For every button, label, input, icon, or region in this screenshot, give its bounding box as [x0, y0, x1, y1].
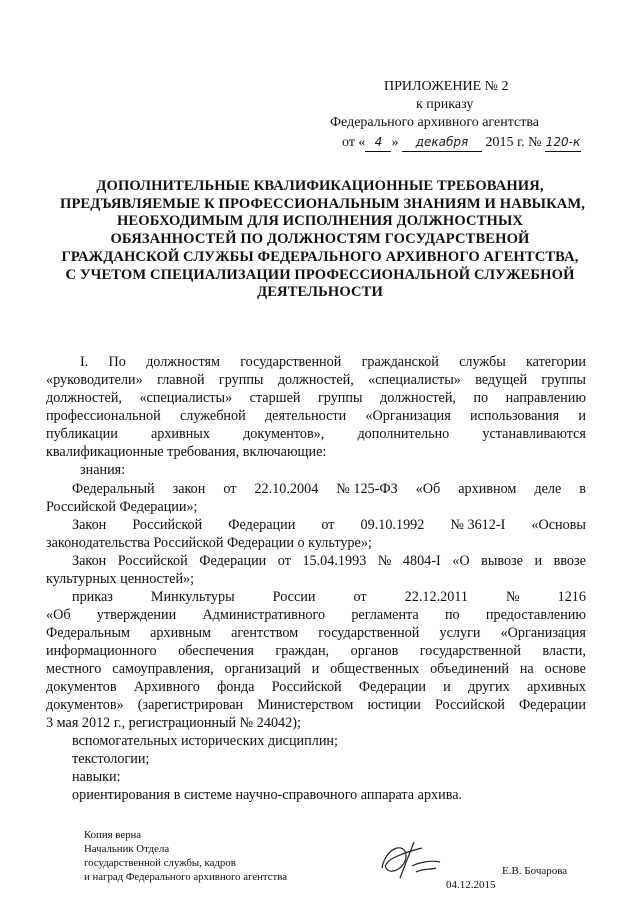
body-word: по	[444, 607, 460, 623]
body-word: юстиции	[367, 697, 421, 713]
body-word: обеспечения	[178, 643, 254, 659]
body-word: публикации	[46, 426, 118, 442]
body-word: Российской	[117, 553, 188, 569]
title-line: НЕОБХОДИМЫМ ДЛЯ ИСПОЛНЕНИЯ ДОЛЖНОСТНЫХ	[116, 213, 524, 230]
body-line: 3 мая 2012 г., регистрационный № 24042);	[46, 715, 301, 731]
body-line: квалификационные требования, включающие:	[46, 444, 327, 460]
body-word: профессиональной	[46, 408, 161, 424]
body-line: законодательства Российской Федерации о культуре»;	[46, 535, 372, 551]
body-word: 4804-I	[402, 553, 441, 569]
body-word: Архивного	[133, 679, 200, 695]
body-line: знания:	[80, 462, 126, 478]
body-word: «Об	[415, 481, 441, 497]
title-line: ПРЕДЪЯВЛЯЕМЫЕ К ПРОФЕССИОНАЛЬНЫМ ЗНАНИЯМ И НАВЫКАМ,	[60, 195, 586, 212]
body-line: вспомогательных исторических дисциплин;	[72, 733, 338, 749]
body-line	[46, 643, 586, 661]
body-word: «Об	[46, 607, 71, 623]
body-word: самоуправления,	[112, 661, 214, 677]
body-word: гражданской	[361, 354, 439, 370]
date-suffix: 2015 г. №	[485, 135, 542, 150]
body-word: государственной	[318, 625, 420, 641]
body-word: основе	[544, 661, 586, 677]
body-word: на	[519, 661, 534, 677]
body-word: Административного	[202, 607, 326, 623]
order-number-handwritten: 120-к	[545, 133, 581, 152]
body-word: власти,	[542, 643, 586, 659]
body-word: Федеральный	[72, 481, 155, 497]
body-word: 1216	[557, 589, 586, 605]
body-word: 22.10.2004	[254, 481, 319, 497]
document-title	[60, 178, 586, 302]
body-word: Закон	[72, 517, 107, 533]
body-word: Федерации	[199, 553, 267, 569]
body-word: служебной	[180, 408, 246, 424]
body-word: Минкультуры	[150, 589, 235, 605]
body-line	[46, 408, 586, 426]
body-word: Российской	[132, 517, 203, 533]
body-word: архивном	[458, 481, 517, 497]
body-line	[46, 390, 586, 408]
copy-certified: Копия верна	[84, 829, 142, 841]
body-line	[46, 625, 586, 643]
body-word: По	[108, 354, 126, 370]
certification-date: 04.12.2015	[446, 879, 496, 891]
annex-date-line	[342, 133, 581, 152]
body-word: устанавливаются	[482, 426, 586, 442]
body-line: Российской Федерации»;	[46, 499, 198, 515]
body-word: №	[377, 553, 392, 569]
body-word: группы	[541, 372, 586, 388]
handwritten-signature	[376, 838, 446, 884]
body-word: других	[468, 679, 510, 695]
body-word: «Организация	[500, 625, 586, 641]
body-word: местного	[46, 661, 102, 677]
body-word: и	[534, 553, 543, 569]
body-word: архивных	[150, 426, 210, 442]
body-word: от	[353, 589, 367, 605]
body-line	[46, 426, 586, 444]
body-word: информационного	[46, 643, 157, 659]
body-word: должностей,	[379, 390, 456, 406]
body-line	[46, 607, 586, 625]
body-word: агентством	[231, 625, 299, 641]
body-line: ориентирования в системе научно-справочного аппарата архива.	[72, 787, 463, 803]
body-word: старшей	[249, 390, 301, 406]
body-word: (зарегистрирован	[137, 697, 244, 713]
body-word: № 125-ФЗ	[336, 481, 398, 497]
date-mid: »	[391, 135, 399, 150]
body-line	[80, 354, 586, 372]
body-word: России	[272, 589, 316, 605]
body-word: утверждении	[96, 607, 177, 623]
body-word: документов»,	[243, 426, 325, 442]
body-word: организаций	[224, 661, 301, 677]
body-word: должностей,	[46, 390, 122, 406]
title-line: ДЕЯТЕЛЬНОСТИ	[257, 284, 383, 301]
body-line	[46, 679, 586, 697]
body-word: Министерством	[257, 697, 354, 713]
body-line	[72, 517, 586, 535]
body-word: дополнительно	[357, 426, 450, 442]
body-word: «специалисты»	[139, 390, 233, 406]
body-word: 09.10.1992	[360, 517, 425, 533]
body-word: общественных	[330, 661, 420, 677]
body-word: 15.04.1993	[302, 553, 367, 569]
body-word: регламента	[351, 607, 419, 623]
body-word: архивных	[527, 679, 586, 695]
annex-order-ref: к приказу	[416, 97, 474, 112]
body-word: по	[473, 390, 489, 406]
body-word: 22.12.2011	[404, 589, 468, 605]
body-word: услуги	[439, 625, 481, 641]
body-word: и	[311, 661, 320, 677]
body-line	[72, 553, 586, 571]
body-word: «специалисты»	[368, 372, 461, 388]
certifier-position-3: и наград Федерального архивного агентства	[84, 871, 288, 883]
title-line: ДОПОЛНИТЕЛЬНЫЕ КВАЛИФИКАЦИОННЫЕ ТРЕБОВАНИЯ,	[96, 178, 544, 194]
body-word: направлению	[505, 390, 586, 406]
body-word: «Организация	[365, 408, 451, 424]
date-prefix: от «	[342, 135, 366, 150]
body-word: № 3612-I	[450, 517, 506, 533]
body-word: документов	[46, 679, 117, 695]
body-word: Закон	[72, 553, 107, 569]
title-line: ОБЯЗАННОСТЕЙ ПО ДОЛЖНОСТЯМ ГОСУДАРСТВЕНОЙ	[110, 231, 530, 248]
body-word: Федерации	[358, 679, 426, 695]
body-word: категории	[525, 354, 586, 370]
body-line	[46, 661, 586, 679]
body-word: объединений	[430, 661, 509, 677]
body-word: в	[579, 481, 586, 497]
body-word: Федерации	[518, 697, 586, 713]
body-word: I.	[80, 354, 89, 370]
body-line: текстологии;	[72, 751, 150, 767]
body-word: Российской	[271, 679, 342, 695]
body-word: от	[223, 481, 237, 497]
body-word: главной	[157, 372, 205, 388]
body-word: и	[578, 408, 586, 424]
body-word: должностей,	[277, 372, 354, 388]
body-line: культурных ценностей»;	[46, 571, 195, 587]
month-handwritten: декабря	[402, 133, 482, 152]
annex-agency: Федерального архивного агентства	[330, 115, 539, 130]
body-word: от	[321, 517, 335, 533]
body-word: Федеральным	[46, 625, 131, 641]
day-handwritten: 4	[365, 133, 391, 152]
title-line: С УЧЕТОМ СПЕЦИАЛИЗАЦИИ ПРОФЕССИОНАЛЬНОЙ СЛУЖЕБНОЙ	[65, 266, 575, 283]
body-word: группы	[317, 390, 363, 406]
body-line	[46, 372, 586, 390]
body-word: №	[506, 589, 520, 605]
signer-name: Е.В. Бочарова	[502, 865, 568, 877]
body-word: группы	[218, 372, 264, 388]
body-word: «Основы	[531, 517, 586, 533]
body-line: навыки:	[72, 769, 121, 785]
certifier-position-2: государственной службы, кадров	[84, 857, 236, 869]
body-word: архивным	[150, 625, 211, 641]
body-line	[72, 481, 586, 499]
body-word: использования	[470, 408, 560, 424]
body-word: службы	[459, 354, 506, 370]
annex-title: ПРИЛОЖЕНИЕ № 2	[384, 79, 509, 94]
body-word: деятельности	[264, 408, 347, 424]
body-word: и	[443, 679, 451, 695]
body-word: документов»	[46, 697, 124, 713]
body-word: фонда	[217, 679, 255, 695]
body-word: ведущей	[475, 372, 528, 388]
title-line: ГРАЖДАНСКОЙ СЛУЖБЫ ФЕДЕРАЛЬНОГО АРХИВНОГО АГЕНТСТВА,	[61, 248, 579, 265]
body-word: должностям	[146, 354, 220, 370]
body-word: от	[277, 553, 291, 569]
body-line	[72, 589, 586, 607]
body-word: закон	[172, 481, 206, 497]
body-word: «О	[452, 553, 470, 569]
certifier-position-1: Начальник Отдела	[84, 843, 170, 855]
body-line	[46, 697, 586, 715]
body-word: ввозе	[553, 553, 586, 569]
body-word: приказ	[72, 589, 113, 605]
body-word: граждан,	[275, 643, 330, 659]
body-word: Федерации	[228, 517, 296, 533]
body-word: предоставлению	[485, 607, 586, 623]
body-word: органов	[350, 643, 399, 659]
body-word: государственной	[419, 643, 521, 659]
body-word: «руководители»	[46, 372, 143, 388]
body-word: вывозе	[481, 553, 523, 569]
body-word: государственной	[240, 354, 342, 370]
body-word: Российской	[434, 697, 505, 713]
body-word: деле	[534, 481, 562, 497]
certification-block	[84, 828, 287, 884]
